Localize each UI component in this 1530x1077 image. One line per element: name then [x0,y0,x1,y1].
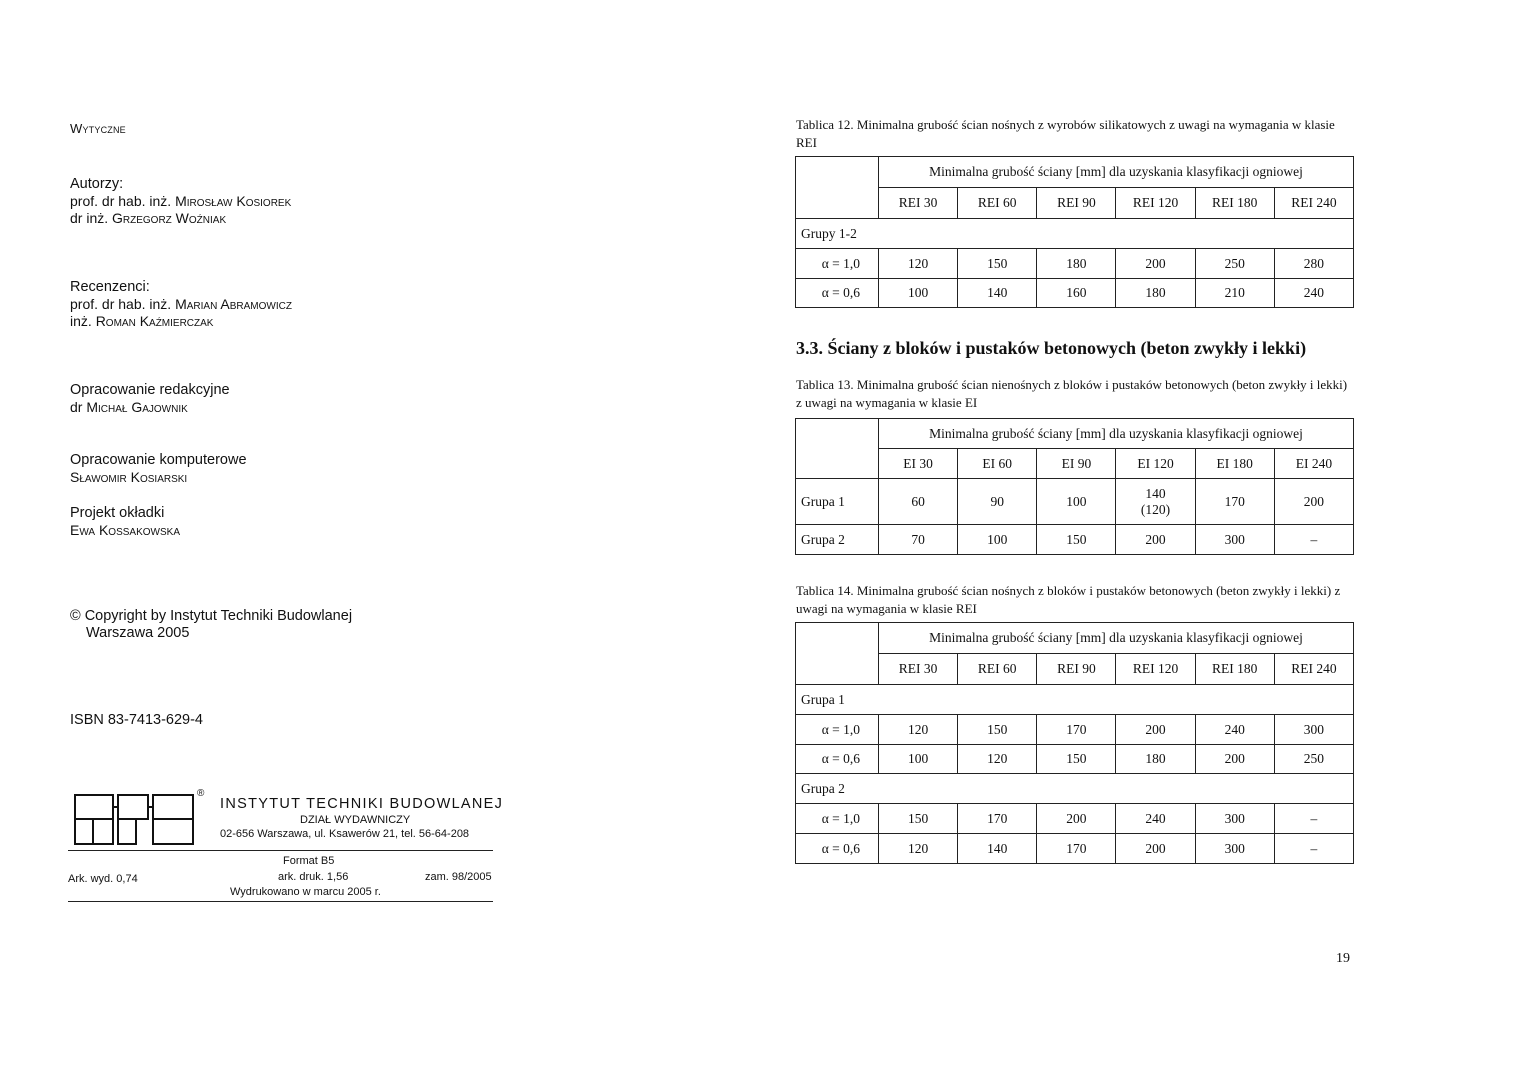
publisher-address: 02-656 Warszawa, ul. Ksawerów 21, tel. 56-64-208 [220,828,470,840]
imprint-zam: zam. 98/2005 [425,871,492,883]
editorial-label: Opracowanie redakcyjne [70,382,230,398]
reviewer-1-prefix: prof. dr hab. inż. [70,296,172,312]
reviewer-2-name: Roman Kaźmierczak [95,313,214,329]
cell: 100 [1037,479,1116,525]
author-1-name: Mirosław Kosiorek [175,193,292,209]
cell: – [1274,525,1353,555]
table-row [796,249,1354,279]
author-1 [70,193,291,210]
cell: 200 [1195,745,1274,774]
cell: 160 [1037,279,1116,308]
table-row [796,525,1354,555]
table14-group-1: Grupa 1 [796,685,1354,715]
cell: 200 [1037,804,1116,834]
table14 [795,622,1354,864]
row-label: α = 1,0 [796,249,879,279]
table13 [795,418,1354,555]
computer-block [70,452,247,486]
table12-col-header: REI 90 [1037,188,1116,219]
cell: – [1274,834,1353,864]
series-label: Wytyczne [70,121,126,136]
cell: 250 [1274,745,1353,774]
reviewer-1-name: Marian Abramowicz [175,296,292,312]
cell: 150 [1037,745,1116,774]
editor-name: Michał Gajownik [86,399,188,415]
cell: 200 [1116,525,1195,555]
table13-col-header: EI 90 [1037,449,1116,479]
cell: 300 [1195,834,1274,864]
table12-col-header: REI 180 [1195,188,1274,219]
table12-col-header: REI 60 [958,188,1037,219]
copyright-line-2: Warszawa 2005 [86,625,190,641]
cell: 70 [879,525,958,555]
cell: 100 [958,525,1037,555]
table14-corner [796,623,879,685]
table14-caption: Tablica 14. Minimalna grubość ścian nośnych z bloków i pustaków betonowych (beton zwykły i lekki) z uwagi na wymagania w klasie REI [796,583,1341,616]
cell: 300 [1274,715,1353,745]
cell: 240 [1195,715,1274,745]
table12-group: Grupy 1-2 [796,219,1354,249]
table14-col-header: REI 30 [879,654,958,685]
cover-block [70,505,180,539]
imprint-printed: Wydrukowano w marcu 2005 r. [230,886,381,898]
author-2 [70,210,291,227]
cell: 120 [879,249,958,279]
cell: 180 [1116,279,1195,308]
cell: 100 [879,745,958,774]
cell: 200 [1274,479,1353,525]
page-number: 19 [1336,951,1350,966]
row-label: α = 0,6 [796,834,879,864]
cell: 240 [1274,279,1353,308]
imprint-ark-wyd: Ark. wyd. 0,74 [68,873,138,885]
publisher-department: DZIAŁ WYDAWNICZY [300,814,411,826]
cell: 300 [1195,804,1274,834]
table13-col-header: EI 180 [1195,449,1274,479]
reviewer-2 [70,313,292,330]
editor-prefix: dr [70,399,83,415]
cell: 300 [1195,525,1274,555]
author-2-name: Grzegorz Woźniak [112,210,227,226]
cell: 150 [1037,525,1116,555]
cell: 170 [1195,479,1274,525]
cell: 120 [958,745,1037,774]
cell: 100 [879,279,958,308]
cell: 280 [1274,249,1353,279]
cell: 140 [958,279,1037,308]
copyright [70,608,352,642]
cell: 170 [1037,715,1116,745]
cell-note: (120) [1140,501,1171,517]
table13-col-header: EI 60 [958,449,1037,479]
author-2-prefix: dr inż. [70,210,109,226]
imprint-ark-druk: ark. druk. 1,56 [278,871,349,883]
reviewer-2-prefix: inż. [70,313,92,329]
cell: 210 [1195,279,1274,308]
section-title: 3.3. Ściany z bloków i pustaków betonowych (beton zwykły i lekki) [796,338,1307,358]
table13-corner [796,419,879,479]
table-row [796,834,1354,864]
cell: – [1274,804,1353,834]
table14-group-2: Grupa 2 [796,774,1354,804]
table14-col-header: REI 240 [1274,654,1353,685]
isbn: ISBN 83-7413-629-4 [70,712,203,728]
registered-mark: ® [197,788,205,799]
cell: 200 [1116,715,1195,745]
imprint-rule-top [68,850,493,851]
itb-logo [74,794,194,846]
table13-col-header: EI 240 [1274,449,1353,479]
table14-col-header: REI 90 [1037,654,1116,685]
table-row [796,715,1354,745]
copyright-line-1: © Copyright by Instytut Techniki Budowlanej [70,608,353,624]
cell: 150 [958,715,1037,745]
table14-col-header: REI 120 [1116,654,1195,685]
table14-header: Minimalna grubość ściany [mm] dla uzyskania klasyfikacji ogniowej [879,623,1354,654]
reviewers-block [70,279,292,330]
reviewers-label: Recenzenci: [70,279,150,295]
row-label: α = 0,6 [796,745,879,774]
table12-header: Minimalna grubość ściany [mm] dla uzyskania klasyfikacji ogniowej [879,157,1354,188]
publisher-name: INSTYTUT TECHNIKI BUDOWLANEJ [220,796,504,812]
cell: 250 [1195,249,1274,279]
cell [1116,479,1195,525]
cell: 150 [958,249,1037,279]
table12 [795,156,1354,308]
table-row [796,279,1354,308]
cover-name: Ewa Kossakowska [70,522,180,538]
editor [70,399,230,416]
table14-col-header: REI 60 [958,654,1037,685]
table13-caption: Tablica 13. Minimalna grubość ścian nienośnych z bloków i pustaków betonowych (beton zwykły i lekki) z uwagi na wymagania w klasie EI [796,377,1348,410]
computer-label: Opracowanie komputerowe [70,452,247,468]
imprint-rule-bottom [68,901,493,902]
cell: 170 [1037,834,1116,864]
table-row [796,745,1354,774]
cell: 60 [879,479,958,525]
cell: 120 [879,834,958,864]
cell-value: 140 [1145,485,1166,501]
reviewer-1 [70,296,292,313]
table12-col-header: REI 120 [1116,188,1195,219]
row-label: Grupa 2 [796,525,879,555]
cover-label: Projekt okładki [70,505,165,521]
table12-col-header: REI 30 [879,188,958,219]
row-label: α = 1,0 [796,715,879,745]
table12-corner [796,157,879,219]
cell: 140 [958,834,1037,864]
cell: 90 [958,479,1037,525]
table12-caption: Tablica 12. Minimalna grubość ścian nośnych z wyrobów silikatowych z uwagi na wymagania w klasie REI [796,117,1335,150]
cell: 200 [1116,834,1195,864]
row-label: α = 1,0 [796,804,879,834]
authors-label: Autorzy: [70,176,124,192]
cell: 180 [1116,745,1195,774]
cell: 180 [1037,249,1116,279]
author-1-prefix: prof. dr hab. inż. [70,193,172,209]
table14-col-header: REI 180 [1195,654,1274,685]
cell: 150 [879,804,958,834]
cell: 200 [1116,249,1195,279]
authors-block [70,176,291,227]
cell: 120 [879,715,958,745]
computer-name: Sławomir Kosiarski [70,469,188,485]
table12-col-header: REI 240 [1274,188,1353,219]
row-label: Grupa 1 [796,479,879,525]
table-row [796,804,1354,834]
table13-col-header: EI 30 [879,449,958,479]
cell: 240 [1116,804,1195,834]
table13-header: Minimalna grubość ściany [mm] dla uzyskania klasyfikacji ogniowej [879,419,1354,449]
row-label: α = 0,6 [796,279,879,308]
imprint-format: Format B5 [283,855,335,867]
table13-col-header: EI 120 [1116,449,1195,479]
cell: 170 [958,804,1037,834]
editorial-block [70,382,230,416]
table-row [796,479,1354,525]
